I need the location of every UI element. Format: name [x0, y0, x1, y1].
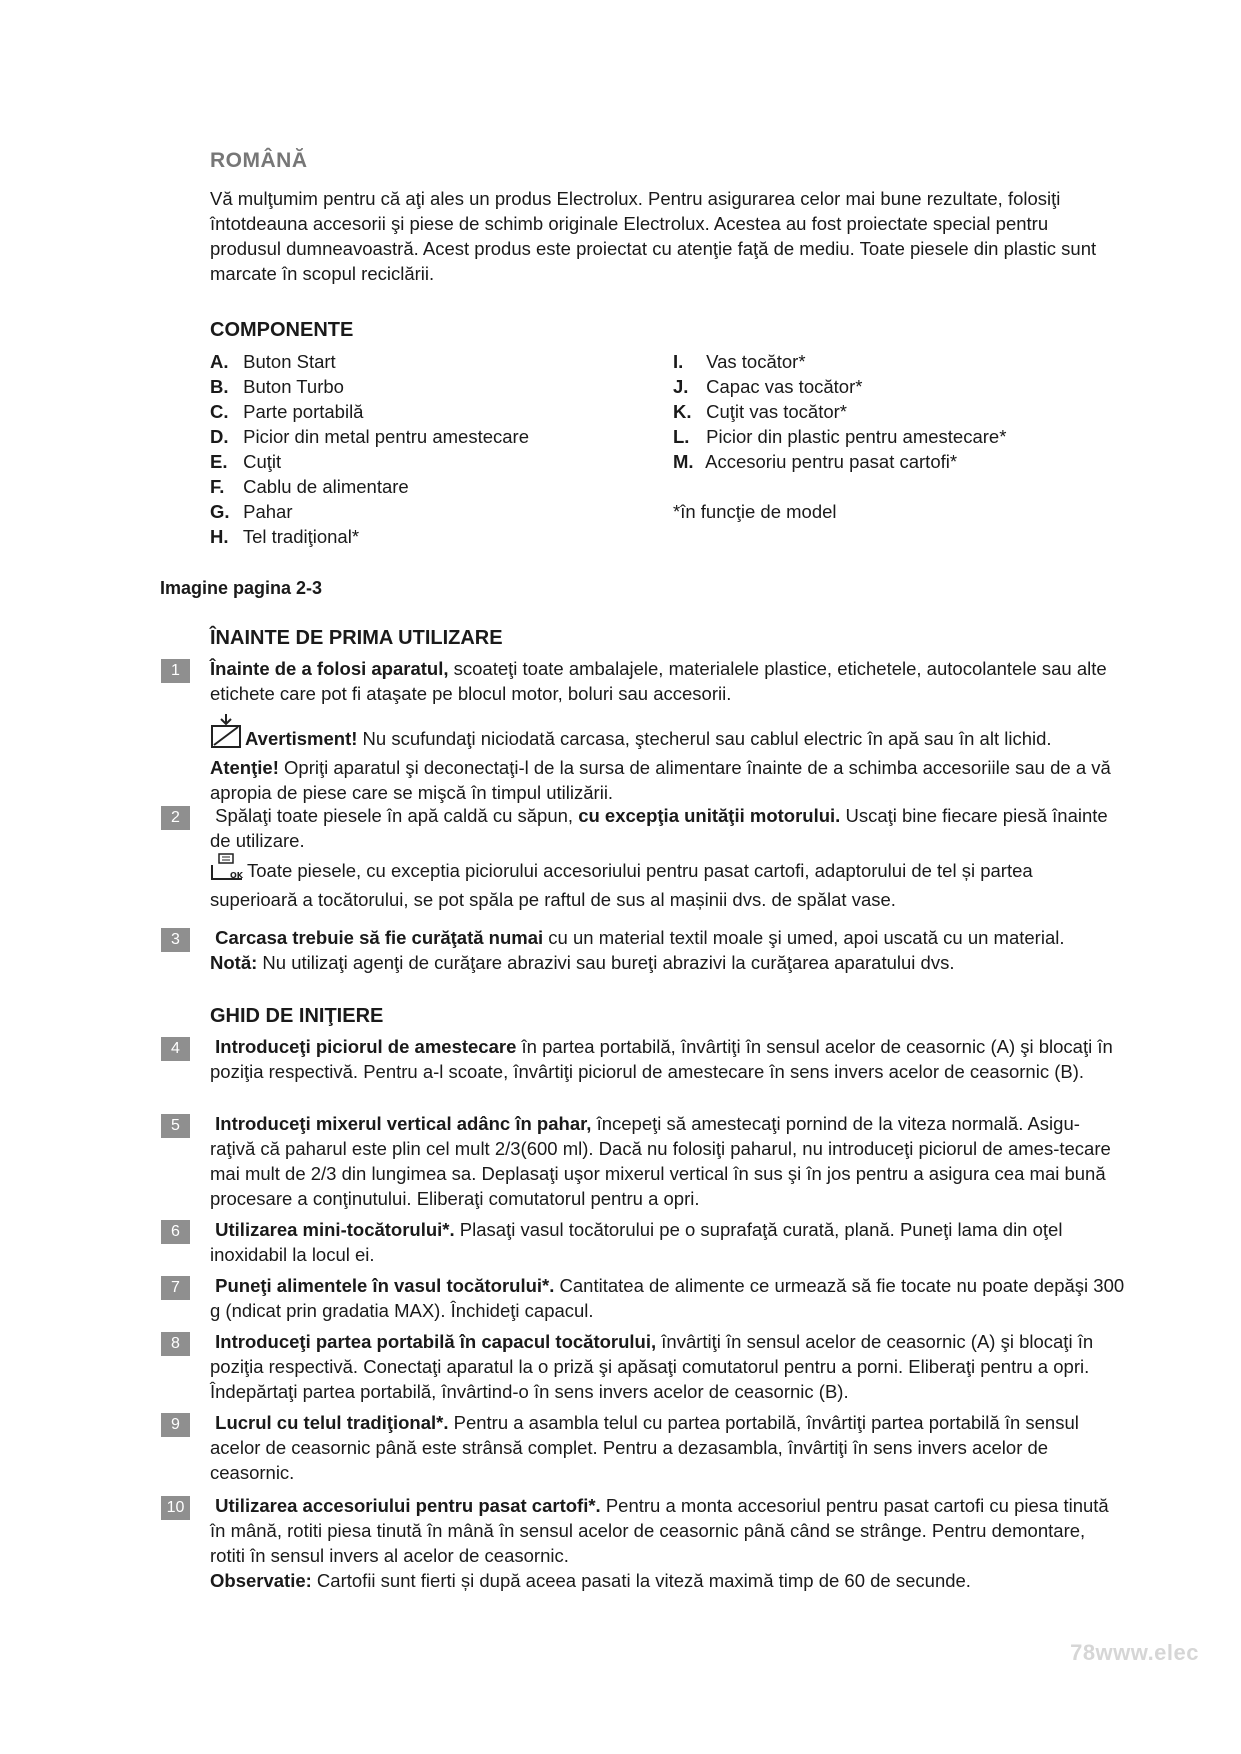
- list-item: B. Buton Turbo: [210, 376, 344, 397]
- step-1-warning: Avertisment! Nu scufundaţi niciodată carcasa, ştecherul sau cablul electric în apă sau în alt lichid. Atenţie! Opriţi aparatul şi deconectaţi-l de la sursa de alimentare înainte de a schimba accesoriile sau de a vă apropia de piese care se mişcă în timpul utilizării.: [210, 713, 1125, 805]
- list-item: K. Cuţit vas tocător*: [673, 401, 848, 422]
- step-number-5: 5: [161, 1114, 190, 1138]
- before-first-use-title: ÎNAINTE DE PRIMA UTILIZARE: [210, 627, 503, 649]
- step-5-text: Introduceţi mixerul vertical adânc în pahar, începeţi să amestecaţi pornind de la viteza normală. Asigu-raţivă că paharul este plin cel mult 2/3(600 ml). Dacă nu folosiţi paharul, nu introduceţi piciorul de ames-tecare mai mult de 2/3 din lungimea sa. Deplasaţi uşor mixerul vertical în sus şi în jos pentru a asigura cea mai bună procesare a conţinutului. Eliberaţi comutatorul pentru a opri.: [210, 1113, 1111, 1209]
- list-item: D. Picior din metal pentru amestecare: [210, 426, 529, 447]
- no-immerse-warning-icon: [210, 713, 242, 755]
- list-item: H. Tel tradiţional*: [210, 526, 360, 547]
- dishwasher-safe-icon: [210, 853, 244, 887]
- intro-paragraph: Vă mulţumim pentru că aţi ales un produs Electrolux. Pentru asigurarea celor mai bune rezultate, folosiţi întotdeauna accesorii şi piese de schimb originale Electrolux. Acestea au fost proiectate special pentru produsul dumneavoastră. Acest produs este proiectat cu atenţie faţă de mediu. Toate piesele din plastic sunt marcate în scopul reciclării.: [210, 188, 1097, 284]
- step-number-3: 3: [161, 928, 190, 952]
- list-item: F. Cablu de alimentare: [210, 476, 409, 497]
- step-8-text: Introduceţi partea portabilă în capacul tocătorului, învârtiţi în sensul acelor de ceasornic (A) şi blocaţi în poziţia respectivă. Conectaţi aparatul la o priză şi apăsaţi comutatorul pentru a porni. Eliberaţi pentru a opri. Îndepărtaţi partea portabilă, învârtind-o în sens invers acelor de ceasornic (B).: [210, 1331, 1094, 1402]
- step-number-7: 7: [161, 1276, 190, 1300]
- list-item: E. Cuţit: [210, 451, 282, 472]
- list-item: G. Pahar: [210, 501, 293, 522]
- components-list-right: [673, 349, 1113, 524]
- image-reference: Imagine pagina 2-3: [160, 578, 323, 598]
- step-number-9: 9: [161, 1413, 190, 1437]
- step-number-2: 2: [161, 806, 190, 830]
- components-title: COMPONENTE: [210, 319, 354, 341]
- list-item: C. Parte portabilă: [210, 401, 364, 422]
- components-list-left: [210, 349, 650, 549]
- language-title: ROMÂNĂ: [210, 149, 308, 172]
- watermark: 78www.elec: [1070, 1640, 1199, 1665]
- step-number-6: 6: [161, 1220, 190, 1244]
- list-item: I. Vas tocător*: [673, 351, 806, 372]
- list-item: A. Buton Start: [210, 351, 336, 372]
- step-10-text: Utilizarea accesoriului pentru pasat cartofi*. Pentru a monta accesoriul pentru pasat cartofi cu piesa tinută în mână, rotiti piesa tinută în mână în sensul acelor de ceasornic până când se strânge. Pentru demontare, rotiti în sensul invers al acelor de ceasornic. Observatie: Cartofii sunt fierti și după aceea pasati la viteză maximă timp de 60 de secunde.: [210, 1495, 1109, 1591]
- list-item: M. Accesoriu pentru pasat cartofi*: [673, 451, 958, 472]
- step-number-4: 4: [161, 1037, 190, 1061]
- step-2-text: Spălaţi toate piesele în apă caldă cu săpun, cu excepţia unităţii motorului. Uscaţi bine fiecare piesă înainte de utilizare.: [210, 805, 1108, 851]
- getting-started-title: GHID DE INIŢIERE: [210, 1005, 384, 1027]
- list-item: L. Picior din plastic pentru amestecare*: [673, 426, 1007, 447]
- step-3-text: Carcasa trebuie să fie curăţată numai cu un material textil moale şi umed, apoi uscată cu un material. Notă: Nu utilizaţi agenţi de curăţare abrazivi sau bureţi abrazivi la curăţarea aparatului dvs.: [210, 927, 1065, 973]
- step-7-text: Puneţi alimentele în vasul tocătorului*. Cantitatea de alimente ce urmează să fie tocate nu poate depăşi 300 g (ndicat prin gradatia MAX). Închideţi capacul.: [210, 1275, 1125, 1321]
- step-number-1: 1: [161, 659, 190, 683]
- step-2-dishwasher-note: OK Toate piesele, cu exceptia piciorului accesoriului pentru pasat cartofi, adaptorului de tel și partea superioară a tocătorului, se pot spăla pe raftul de sus al mașinii dvs. de spălat vase.: [210, 853, 1125, 912]
- step-9-text: Lucrul cu telul tradiţional*. Pentru a asambla telul cu partea portabilă, învârtiţi partea portabilă în sensul acelor de ceasornic până este strânsă complet. Pentru a dezasambla, învârtiţi în sens invers acelor de ceasornic.: [210, 1412, 1079, 1483]
- step-number-10: 10: [161, 1496, 190, 1520]
- step-6-text: Utilizarea mini-tocătorului*. Plasaţi vasul tocătorului pe o suprafaţă curată, plană. Puneţi lama din oţel inoxidabil la locul ei.: [210, 1219, 1063, 1265]
- svg-text:OK: OK: [230, 871, 243, 880]
- step-number-8: 8: [161, 1332, 190, 1356]
- model-note: *în funcţie de model: [673, 501, 837, 522]
- step-4-text: Introduceţi piciorul de amestecare în partea portabilă, învârtiţi în sensul acelor de ceasornic (A) şi blocaţi în poziţia respectivă. Pentru a-l scoate, învârtiţi piciorul de amestecare în sens invers acelor de ceasornic (B).: [210, 1036, 1113, 1082]
- list-item: J. Capac vas tocător*: [673, 376, 863, 397]
- step-1-text: Înainte de a folosi aparatul, scoateţi toate ambalajele, materialele plastice, etichetele, autocolantele sau alte etichete care pot fi ataşate pe blocul motor, boluri sau accesorii.: [210, 658, 1107, 704]
